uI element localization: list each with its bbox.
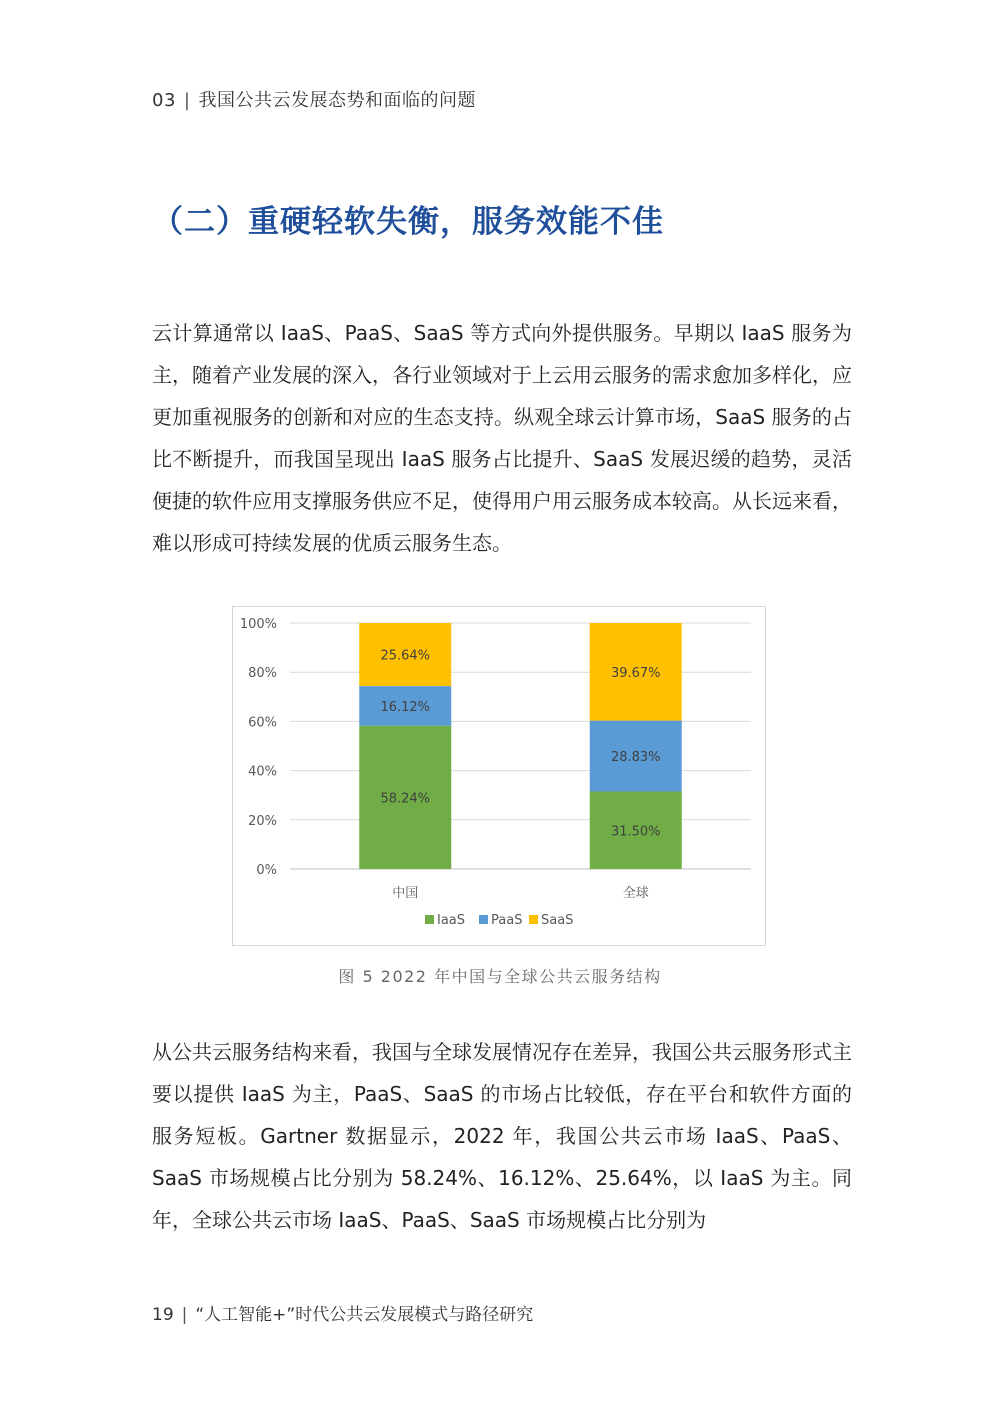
footer-separator: |: [181, 1305, 188, 1325]
legend-swatch-iaas: [425, 915, 434, 924]
y-tick-label: 40%: [248, 764, 277, 780]
header-section-title: 我国公共云发展态势和面临的问题: [198, 90, 476, 111]
footer-page-number: 19: [152, 1305, 174, 1325]
data-label: 25.64%: [380, 648, 431, 664]
data-label: 28.83%: [610, 750, 661, 766]
paragraph-1: 云计算通常以 IaaS、PaaS、SaaS 等方式向外提供服务。早期以 IaaS 服务为主，随着产业发展的深入，各行业领域对于上云用云服务的需求愈加多样化，应更加重视服务的创新和对应的生态支持。纵观全球云计算市场，SaaS 服务的占比不断提升，而我国呈现出 IaaS 服务占比提升、SaaS 发展迟缓的趋势，灵活便捷的软件应用支撑服务供应不足，使得用户用云服务成本较高。从长远来看，难以形成可持续发展的优质云服务生态。: [152, 321, 852, 555]
figure-caption: 图 5 2022 年中国与全球公共云服务结构: [338, 967, 662, 986]
header-section-number: 03: [152, 90, 176, 111]
stacked-bar-chart: [233, 607, 767, 947]
legend-swatch-paas: [479, 915, 488, 924]
footer-doc-title: “人工智能+”时代公共云发展模式与路径研究: [195, 1305, 534, 1325]
page-header: [152, 86, 476, 112]
x-category-label: 全球: [622, 886, 649, 901]
legend-swatch-saas: [529, 915, 538, 924]
legend-label: SaaS: [541, 913, 574, 928]
paragraph-2: 从公共云服务结构来看，我国与全球发展情况存在差异，我国公共云服务形式主要以提供 IaaS 为主，PaaS、SaaS 的市场占比较低，存在平台和软件方面的服务短板。Gartner 数据显示，2022 年，我国公共云市场 IaaS、PaaS、SaaS 市场规模占比分别为 58.24%、16.12%、25.64%，以 IaaS 为主。同年，全球公共云市场 IaaS、PaaS、SaaS 市场规模占比分别为: [152, 1040, 852, 1232]
y-tick-label: 100%: [239, 617, 277, 632]
y-tick-label: 80%: [248, 666, 277, 682]
section-heading: （二）重硬轻软失衡，服务效能不佳: [152, 204, 664, 240]
data-label: 39.67%: [610, 665, 661, 681]
data-label: 16.12%: [380, 699, 431, 715]
legend-label: IaaS: [437, 913, 466, 928]
y-tick-label: 0%: [256, 863, 277, 878]
page-footer: [152, 1300, 533, 1325]
data-label: 31.50%: [610, 824, 661, 840]
x-category-label: 中国: [392, 886, 419, 901]
y-tick-label: 60%: [248, 715, 277, 731]
data-label: 58.24%: [380, 791, 431, 807]
header-separator: |: [183, 90, 191, 111]
y-tick-label: 20%: [248, 813, 277, 829]
chart-container: [232, 606, 766, 946]
legend-label: PaaS: [491, 913, 523, 928]
